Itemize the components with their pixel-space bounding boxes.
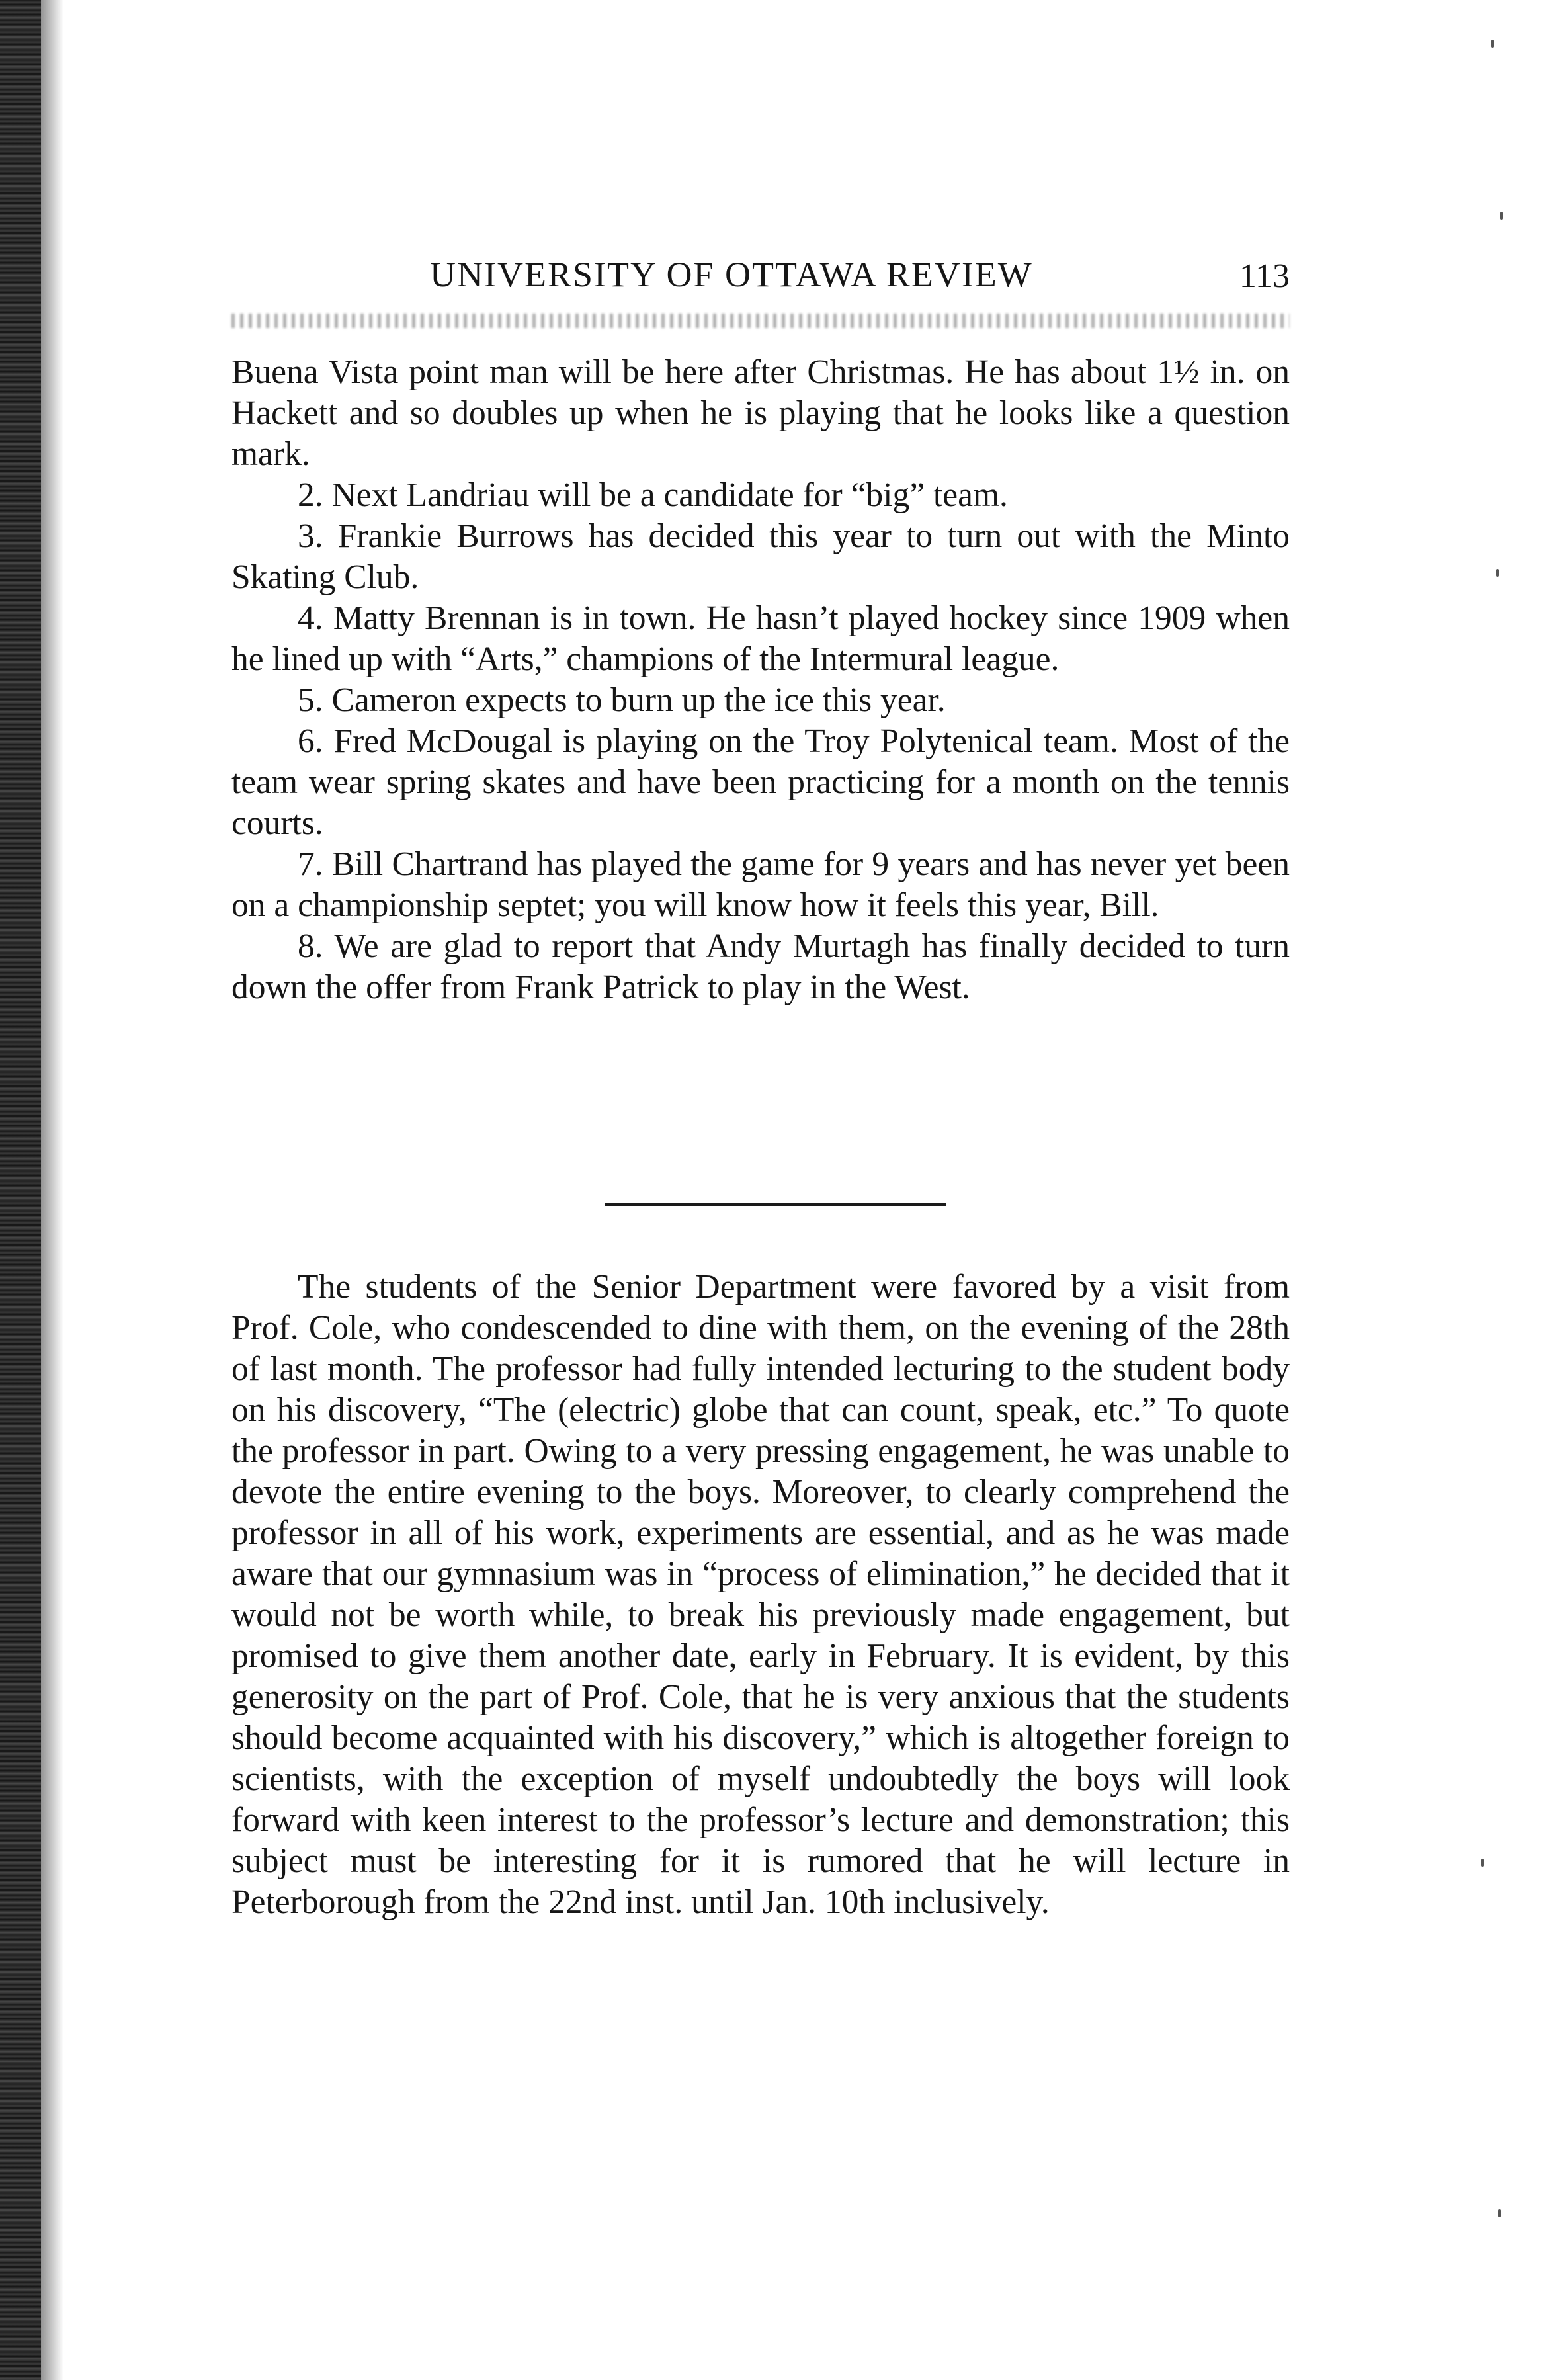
header-ornament-rule bbox=[231, 314, 1290, 328]
paragraph-prof-cole: The students of the Senior Department were favored by a visit from Prof. Cole, who condescended to dine with them, on the evening of the 28th of last month. The professor had fully intended lecturing to the student body on his discovery, “The (electric) globe that can count, speak, etc.” To quote the professor in part. Owing to a very pressing engagement, he was unable to devote the entire evening to the boys. Moreover, to clearly comprehend the professor in all of his work, experiments are essential, and as he was made aware that our gymnasium was in “process of elimination,” he decided that it would not be worth while, to break his previously made engagement, but promised to give them another date, early in February. It is evident, by this generosity on the part of Prof. Cole, that he is very anxious that the students should become acquainted with his discovery,” which is altogether foreign to scientists, with the exception of myself undoubtedly the boys will look forward with keen interest to the professor’s lecture and demonstration; this subject must be interesting for it is rumored that he will lecture in Peterborough from the 22nd inst. until Jan. 10th inclusively. bbox=[231, 1268, 1290, 1921]
scan-speck bbox=[1491, 40, 1494, 48]
hockey-notes-section bbox=[231, 352, 1290, 1008]
scan-speck bbox=[1496, 569, 1499, 577]
paragraph-buena-vista: Buena Vista point man will be here after Christmas. He has about 1½ in. on Hackett and so doubles up when he is playing that he looks like a question mark. bbox=[231, 353, 1290, 473]
note-item-7: 7. Bill Chartrand has played the game for 9 years and has never yet been on a championship septet; you will know how it feels this year, Bill. bbox=[231, 845, 1290, 924]
page-number: 113 bbox=[1239, 257, 1290, 295]
scan-speck bbox=[1500, 212, 1503, 220]
scan-speck bbox=[1498, 2209, 1501, 2217]
note-item-4: 4. Matty Brennan is in town. He hasn’t played hockey since 1909 when he lined up with “Arts,” champions of the Intermural league. bbox=[231, 599, 1290, 678]
note-item-5: 5. Cameron expects to burn up the ice this year. bbox=[298, 681, 946, 719]
page-binding-shadow bbox=[41, 0, 63, 2380]
page-header bbox=[231, 257, 1290, 316]
section-divider bbox=[605, 1203, 946, 1206]
note-item-2: 2. Next Landriau will be a candidate for “big” team. bbox=[298, 476, 1008, 514]
senior-department-section bbox=[231, 1267, 1290, 1923]
scan-speck bbox=[1481, 1859, 1484, 1867]
note-item-6: 6. Fred McDougal is playing on the Troy Polytenical team. Most of the team wear spring skates and have been practicing for a month on the tennis courts. bbox=[231, 722, 1290, 842]
running-title: UNIVERSITY OF OTTAWA REVIEW bbox=[430, 255, 1033, 294]
note-item-8: 8. We are glad to report that Andy Murtagh has finally decided to turn down the offer from Frank Patrick to play in the West. bbox=[231, 927, 1290, 1006]
note-item-3: 3. Frankie Burrows has decided this year to turn out with the Minto Skating Club. bbox=[231, 517, 1290, 596]
page-binding-edge bbox=[0, 0, 41, 2380]
